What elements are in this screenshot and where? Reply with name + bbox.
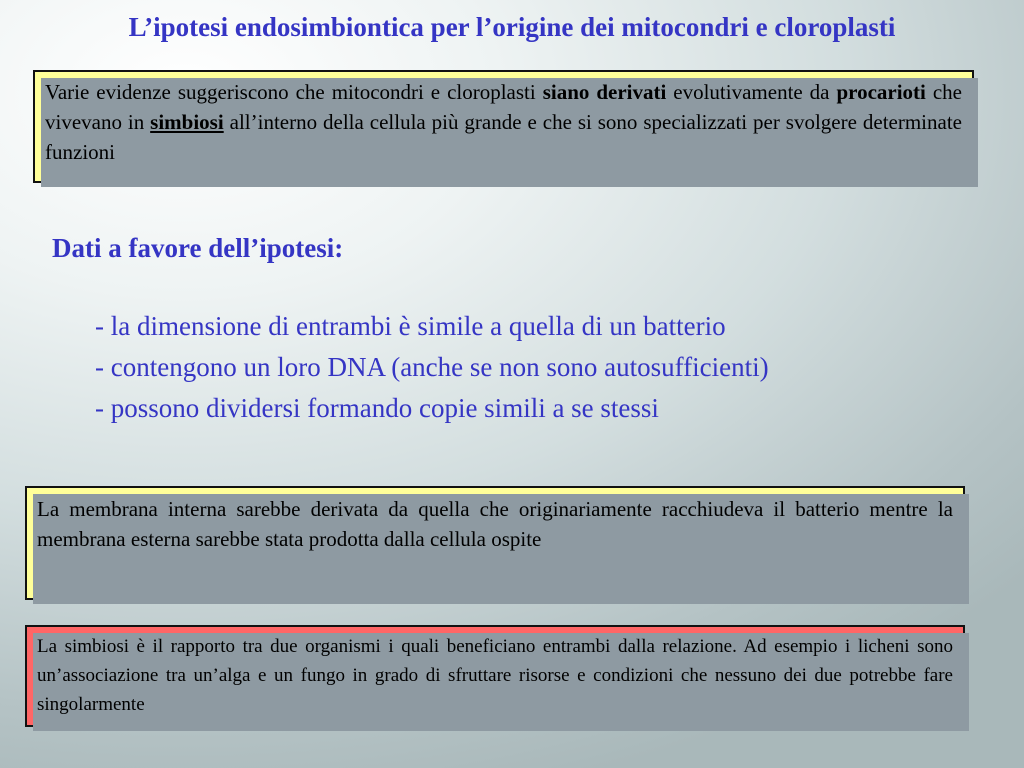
intro-bold-derived: siano derivati [542, 80, 667, 104]
intro-text-2: evolutivamente da [666, 80, 837, 104]
evidence-item: - contengono un loro DNA (anche se non sono autosufficienti) [95, 352, 769, 382]
evidence-heading: Dati a favore dell’ipotesi: [52, 233, 344, 263]
evidence-item: - possono dividersi formando copie simili a se stessi [95, 393, 659, 423]
membrane-note-box [25, 486, 965, 600]
intro-text-4: all’interno della cellula più grande e che si sono specializzati per svolgere determinate funzioni [45, 110, 962, 164]
intro-bold-prokaryotes: procarioti [836, 80, 926, 104]
slide-title: L’ipotesi endosimbiontica per l’origine dei mitocondri e cloroplasti [128, 12, 896, 42]
intro-note-box [33, 70, 974, 183]
symbiosis-note-box [25, 625, 965, 727]
intro-text-1: Varie evidenze suggeriscono che mitocondri e cloroplasti [45, 80, 543, 104]
symbiosis-note-text: La simbiosi è il rapporto tra due organismi i quali beneficiano entrambi dalla relazione. Ad esempio i licheni sono un’associazione tra un’alga e un fungo in grado di sfruttare risorse e condizioni che nessuno dei due potrebbe fare singolarmente [37, 636, 953, 715]
intro-text-3: che vivevano in [45, 80, 962, 134]
membrane-note-text: La membrana interna sarebbe derivata da quella che originariamente racchiudeva il batterio mentre la membrana esterna sarebbe stata prodotta dalla cellula ospite [37, 497, 953, 551]
intro-bold-symbiosis: simbiosi [150, 110, 224, 134]
evidence-item: - la dimensione di entrambi è simile a quella di un batterio [95, 311, 726, 341]
evidence-list [95, 306, 769, 429]
